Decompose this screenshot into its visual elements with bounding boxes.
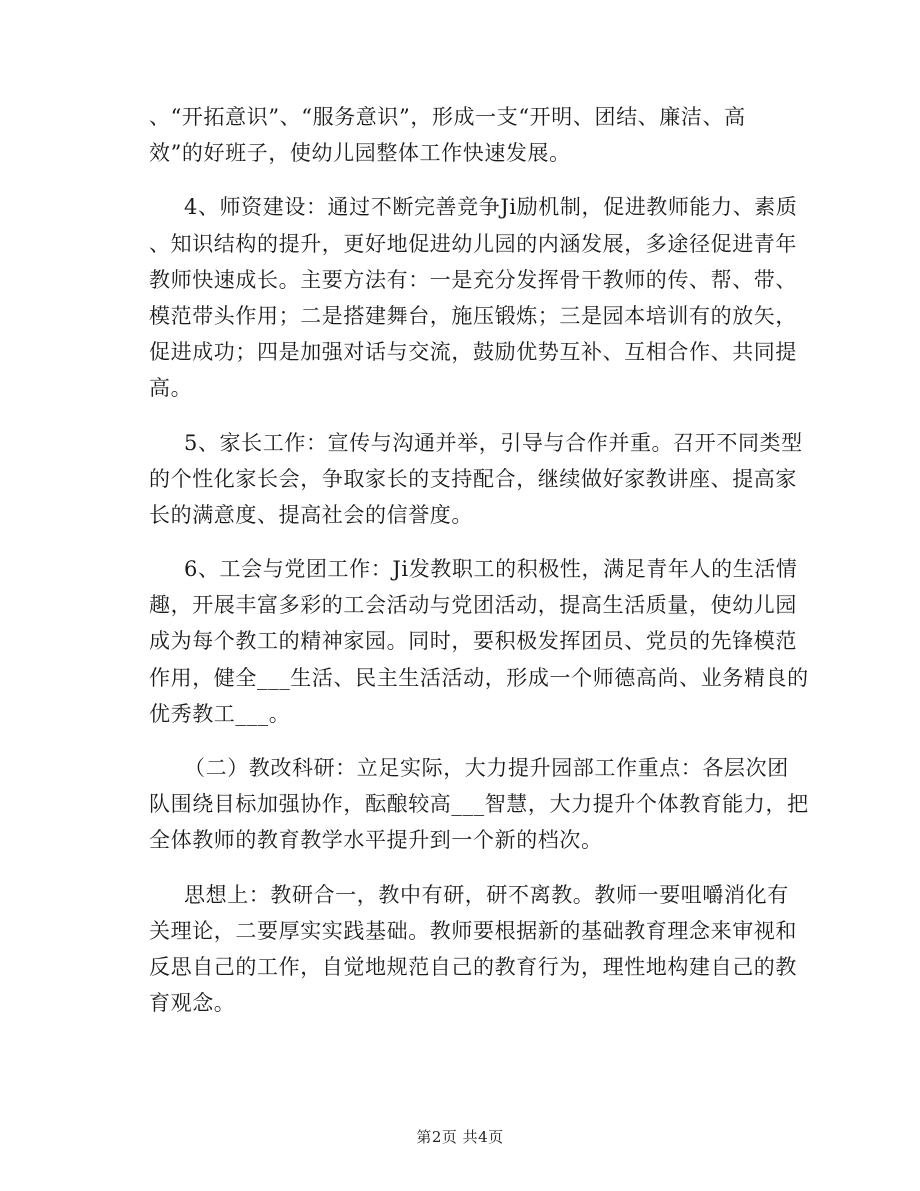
text-line: 促进成功；四是加强对话与交流，鼓励优势互补、互相合作、共同提 [149,340,797,365]
text-line: 高。 [149,376,193,401]
text-line: 效”的好班子，使幼儿园整体工作快速发展。 [149,141,571,166]
paragraph-2 [149,189,798,406]
paragraph-5 [149,750,809,859]
text-line: 、知识结构的提升，更好地促进幼儿园的内涵发展，多途径促进青年 [149,231,797,256]
text-line: 队围绕目标加强协作，酝酿较高___智慧，大力提升个体教育能力，把 [149,792,809,817]
text-line: 长的满意度、提高社会的信誉度。 [149,502,473,527]
text-line: 反思自己的工作，自觉地规范自己的教育行为，理性地构建自己的教 [149,954,797,979]
text-line: 4、师资建设：通过不断完善竞争Ji励机制，促进教师能力、素质 [184,195,798,220]
text-line: 、“开拓意识”、“服务意识”，形成一支“开明、团结、廉洁、高 [149,105,746,129]
paragraph-1 [149,99,779,171]
text-line: 6、工会与党团工作：Ji发教职工的积极性，满足青年人的生活情 [184,557,798,582]
paragraph-4 [149,551,809,732]
text-line: （二）教改科研：立足实际，大力提升园部工作重点：各层次团 [184,756,789,780]
text-line: 趣，开展丰富多彩的工会活动与党团活动，提高生活质量，使幼儿园 [149,593,797,618]
paragraph-6 [149,877,797,1022]
document-body [149,99,809,1021]
text-line: 教师快速成长。主要方法有：一是充分发挥骨干教师的传、帮、带、 [149,267,797,292]
page-number-footer: 第2页 共4页 [416,1128,504,1146]
text-line: 全体教师的教育教学水平提升到一个新的档次。 [149,828,603,853]
paragraph-3 [149,425,803,534]
text-line: 5、家长工作：宣传与沟通并举，引导与合作并重。召开不同类型 [184,430,803,455]
text-line: 关理论，二要厚实实践基础。教师要根据新的基础教育理念来审视和 [149,918,797,943]
text-line: 成为每个教工的精神家园。同时，要积极发挥团员、党员的先锋模范 [149,629,797,654]
text-line: 思想上：教研合一，教中有研，研不离教。教师一要咀嚼消化有 [184,882,789,907]
text-line: 优秀教工___。 [149,701,291,726]
text-line: 模范带头作用；二是搭建舞台，施压锻炼；三是园本培训有的放矢， [149,303,797,328]
text-line: 作用，健全___生活、民主生活活动，形成一个师德高尚、业务精良的 [149,665,809,690]
text-line: 育观念。 [149,991,236,1016]
text-line: 的个性化家长会，争取家长的支持配合，继续做好家教讲座、提高家 [149,466,797,491]
